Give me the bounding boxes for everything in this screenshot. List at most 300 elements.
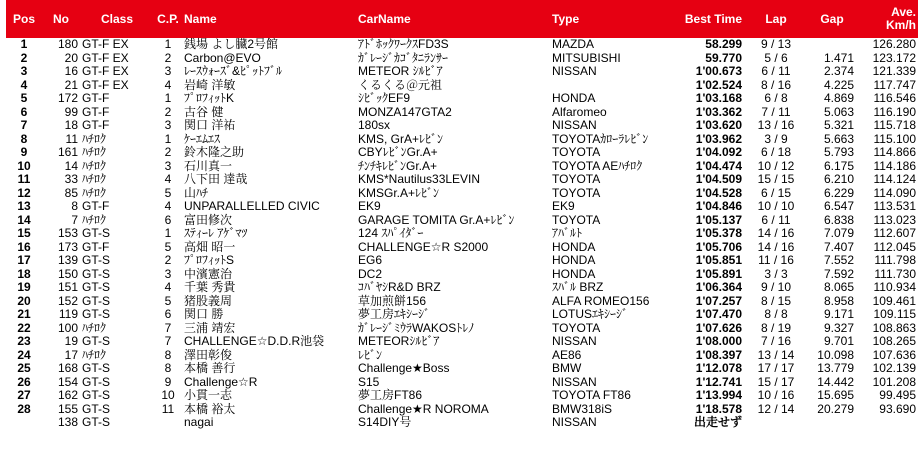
cell-best-time: 1'04.509 [695,172,742,187]
cell-class-position: 11 [161,401,175,416]
cell-class-position: 5 [164,185,172,200]
table-row [6,349,918,363]
cell-car-number: 138 [57,415,78,430]
cell-lap: 15 / 17 [757,374,795,389]
cell-lap: 17 / 17 [757,361,795,376]
cell-car-number: 14 [64,158,78,173]
cell-average-speed: 113.531 [873,199,916,214]
cell-class-position: 4 [164,199,172,214]
cell-average-speed: 114.090 [873,185,916,200]
table-row [6,187,918,201]
cell-lap: 14 / 16 [757,239,795,254]
cell-pos: 3 [20,64,28,79]
cell-lap: 6 / 11 [761,64,791,79]
cell-class-position: 2 [164,253,172,268]
cell-class: GT-S [82,401,111,416]
cell-car-name: MONZA147GTA2 [358,104,452,119]
header-lap: Lap [744,0,808,38]
cell-driver-name: 猪股義周 [184,293,233,308]
cell-car-name: ﾁﾝﾁｷﾚﾋﾞﾝGr.A+ [358,158,438,173]
cell-average-speed: 115.100 [873,131,916,146]
table-row [6,403,918,417]
cell-driver-name: 八下田 達哉 [184,172,248,187]
cell-car-name: KMS*Nautilus33LEVIN [358,172,481,187]
cell-car-name: CHALLENGE☆R S2000 [358,239,489,254]
cell-best-time: 1'08.397 [695,347,742,362]
table-row [6,200,918,214]
cell-class-position: 1 [164,226,172,241]
table-row [6,146,918,160]
cell-class-position: 5 [164,239,172,254]
cell-lap: 13 / 14 [757,347,795,362]
table-row [6,241,918,255]
cell-car-type: AE86 [552,347,582,362]
table-row [6,389,918,403]
cell-lap: 10 / 12 [757,158,795,173]
cell-pos: 10 [17,158,31,173]
cell-driver-name: Challenge☆R [184,374,258,389]
cell-class: ﾊﾁﾛｸ [82,212,107,227]
cell-lap: 15 / 15 [757,172,795,187]
cell-class: GT-F [82,199,110,214]
cell-class-position: 4 [164,172,172,187]
cell-class: GT-F [82,91,110,106]
header-type: Type [550,0,666,38]
cell-best-time: 59.770 [705,50,742,65]
cell-best-time: 1'13.994 [695,388,742,403]
cell-average-speed: 112.607 [873,226,916,241]
table-row [6,119,918,133]
cell-pos: 4 [20,77,28,92]
cell-car-type: TOYOTA [552,145,601,160]
cell-driver-name: 山ﾊﾁ [184,185,209,200]
cell-average-speed: 126.280 [872,37,916,52]
table-row [6,160,918,174]
cell-average-speed: 102.139 [872,361,916,376]
cell-class-position [154,416,182,430]
cell-average-speed: 116.546 [873,91,916,106]
cell-lap: 6 / 18 [760,145,792,160]
cell-gap: 5.063 [823,104,854,119]
cell-best-time: 58.299 [705,37,742,52]
cell-lap: 8 / 15 [760,293,792,308]
cell-best-time: 1'04.528 [695,185,742,200]
cell-pos: 17 [17,253,31,268]
cell-lap: 9 / 10 [760,280,792,295]
cell-best-time: 1'05.891 [695,266,742,281]
cell-driver-name: 千葉 秀貴 [184,280,236,295]
header-average-speed [856,0,918,38]
cell-car-type: NISSAN [552,118,597,133]
cell-class: ﾊﾁﾛｸ [82,158,107,173]
header-gap: Gap [808,0,856,38]
cell-driver-name: 古谷 健 [184,104,224,119]
cell-lap: 8 / 16 [760,77,792,92]
cell-class: GT-F EX [82,64,129,79]
cell-class: ﾊﾁﾛｸ [82,172,107,187]
cell-car-type: HONDA [552,253,596,268]
cell-class: GT-S [82,361,111,376]
cell-class: GT-S [82,293,111,308]
cell-best-time: 1'04.474 [695,158,742,173]
cell-gap: 7.592 [823,266,854,281]
cell-average-speed: 108.265 [872,334,916,349]
cell-class-position: 3 [164,158,172,173]
cell-class: GT-S [82,374,111,389]
cell-lap: 8 / 19 [760,320,792,335]
cell-class-position: 6 [164,307,172,322]
cell-driver-name: nagai [184,415,214,430]
cell-pos: 23 [17,334,31,349]
table-body [6,38,918,430]
header-name: Name [182,0,356,38]
cell-average-speed: 112.045 [873,239,916,254]
cell-driver-name: 本橋 善行 [184,361,236,376]
table-row [6,268,918,282]
cell-car-name: KMSGr.A+ﾚﾋﾞﾝ [358,185,440,200]
cell-car-type: NISSAN [552,334,597,349]
cell-driver-name: 中濱憲治 [184,266,233,281]
header-car-name: CarName [356,0,550,38]
cell-pos: 5 [20,91,28,106]
cell-driver-name: ﾌﾟﾛﾌｨｯﾄK [184,91,235,106]
cell-class-position: 10 [161,388,175,403]
cell-best-time: 1'05.378 [695,226,742,241]
cell-car-number: 155 [57,401,78,416]
header-cp: C.P. [154,0,182,38]
cell-car-type: LOTUSｴｷｼｰｼﾞ [552,307,629,322]
cell-class-position: 7 [164,334,172,349]
cell-lap: 3 / 3 [764,266,788,281]
cell-class-position: 3 [164,118,172,133]
cell-car-type: NISSAN [552,374,597,389]
cell-car-number: 100 [57,320,78,335]
cell-car-name: Challenge★Boss [358,361,450,376]
cell-class-position: 2 [164,145,172,160]
cell-best-time: 1'07.626 [695,320,742,335]
cell-class: ﾊﾁﾛｸ [82,320,107,335]
cell-class: GT-S [82,280,111,295]
cell-average-speed [856,416,918,430]
cell-lap: 14 / 16 [757,226,795,241]
cell-average-speed: 121.339 [872,64,916,79]
cell-pos: 24 [17,347,31,362]
cell-best-time: 1'05.851 [695,253,742,268]
cell-gap: 6.547 [823,199,854,214]
cell-car-type: BMW [552,361,582,376]
cell-car-name: DC2 [358,266,383,281]
cell-class-position: 7 [164,320,172,335]
cell-lap: 11 / 16 [758,253,794,268]
header-pos: Pos [6,0,42,38]
cell-gap: 5.793 [823,145,854,160]
cell-class-position: 3 [164,64,172,79]
cell-average-speed: 99.495 [879,388,916,403]
cell-car-number: 173 [57,239,78,254]
cell-driver-name: 石川真一 [184,158,233,173]
cell-driver-name: 小貫一志 [184,388,233,403]
cell-lap: 13 / 16 [757,118,795,133]
cell-class: ﾊﾁﾛｸ [82,145,107,160]
cell-car-name: 夢工房FT86 [358,388,423,403]
cell-lap: 12 / 14 [757,401,795,416]
header-row [6,0,918,38]
cell-best-time: 1'07.470 [695,307,742,322]
cell-driver-name: 関口 勝 [184,307,224,322]
cell-car-name: KMS, GrA+ﾚﾋﾞﾝ [358,131,444,146]
cell-class: GT-S [82,226,111,241]
cell-gap: 7.407 [823,239,854,254]
table-row [6,38,918,52]
cell-driver-name: 高畑 昭一 [184,239,236,254]
cell-car-name: EG6 [358,253,383,268]
table-row [6,133,918,147]
cell-driver-name: 関口 洋祐 [184,118,236,133]
cell-best-time: 1'00.673 [695,64,742,79]
cell-car-name: ﾚﾋﾞﾝ [358,347,383,362]
cell-pos: 6 [20,104,28,119]
cell-pos [6,416,42,430]
cell-car-number: 168 [57,361,78,376]
cell-car-name: 夢工房ｴｷｼｰｼﾞ [358,307,431,322]
cell-average-speed: 110.934 [873,280,916,295]
cell-gap: 7.079 [823,226,854,241]
cell-average-speed: 114.124 [873,172,916,187]
cell-car-number: 18 [64,118,78,133]
cell-class-position: 6 [164,212,172,227]
cell-gap: 15.695 [817,388,854,403]
cell-car-type: ｱﾊﾞﾙﾄ [552,226,583,241]
cell-gap: 7.552 [823,253,854,268]
cell-class: GT-S [82,266,111,281]
cell-pos: 18 [17,266,31,281]
table-row [6,416,918,430]
cell-car-type: TOYOTA AEﾊﾁﾛｸ [552,158,643,173]
cell-average-speed: 123.172 [872,50,916,65]
cell-driver-name: 鈴木隆之助 [184,145,245,160]
cell-car-type: BMW318iS [552,401,613,416]
cell-car-name: 124 ｽﾊﾟｲﾀﾞｰ [358,226,424,241]
cell-gap [808,38,856,52]
cell-car-number: 19 [64,334,78,349]
table-row [6,376,918,390]
cell-car-name: くるくる＠元祖 [358,77,443,92]
cell-class: GT-F EX [82,77,129,92]
cell-class-position: 2 [164,104,172,119]
cell-gap: 5.663 [823,131,854,146]
cell-gap: 10.098 [817,347,854,362]
cell-best-time: 1'08.000 [695,334,742,349]
cell-car-number: 8 [71,199,78,214]
cell-gap: 14.442 [817,374,854,389]
cell-car-type: NISSAN [552,415,597,430]
cell-gap: 20.279 [817,401,854,416]
cell-pos: 19 [17,280,31,295]
cell-gap: 13.779 [817,361,854,376]
table-row [6,254,918,268]
cell-pos: 9 [20,145,28,160]
cell-car-type: HONDA [552,266,596,281]
cell-car-name: ｶﾞﾚｰｼﾞﾐｳﾗWAKOSﾄﾚﾉ [358,320,475,335]
cell-car-name: ｺﾊﾞﾔｼR&D BRZ [358,280,441,295]
cell-average-speed: 93.690 [879,401,916,416]
table-row [6,335,918,349]
table-row [6,173,918,187]
cell-class: GT-F [82,118,110,133]
cell-car-number: 20 [64,50,78,65]
table-row [6,52,918,66]
cell-car-name: ｱﾄﾞﾎｯｸﾜｰｸｽFD3S [358,37,449,52]
cell-car-number: 172 [57,91,78,106]
cell-car-number: 151 [57,280,78,295]
cell-pos: 25 [17,361,31,376]
cell-class-position: 9 [164,374,172,389]
cell-gap: 5.321 [823,118,854,133]
cell-car-number: 162 [57,388,78,403]
cell-car-type: MITSUBISHI [552,50,621,65]
cell-class-position: 4 [164,77,172,92]
cell-car-number: 7 [71,212,78,227]
cell-car-number: 33 [64,172,78,187]
cell-average-speed: 111.730 [874,266,916,281]
table-row [6,295,918,309]
cell-average-speed: 113.023 [873,212,916,227]
cell-lap: 9 / 13 [760,37,792,52]
cell-car-number: 119 [58,307,78,322]
cell-car-type [550,79,666,93]
header-no: No [42,0,80,38]
cell-car-name: GARAGE TOMITA Gr.A+ﾚﾋﾞﾝ [358,212,515,227]
cell-driver-name: ﾚｰｽｳｫｰｽﾞ&ﾋﾟｯﾄﾌﾞﾙ [184,64,283,79]
cell-average-speed: 114.186 [873,158,916,173]
cell-pos: 12 [17,185,31,200]
cell-class: ﾊﾁﾛｸ [82,347,107,362]
table-row [6,106,918,120]
header-kmh-label: Km/h [886,18,916,32]
cell-pos: 22 [17,320,31,335]
cell-car-name: EK9 [358,199,381,214]
cell-class: GT-S [82,253,111,268]
cell-car-type: ｽﾊﾞﾙ BRZ [552,280,604,295]
cell-class: GT-F EX [82,37,129,52]
cell-driver-name: 銭場 よし臓2号館 [184,37,279,52]
cell-best-time: 1'06.364 [695,280,742,295]
cell-lap: 6 / 11 [761,212,791,227]
cell-class: ﾊﾁﾛｸ [82,131,107,146]
cell-best-time: 1'03.620 [695,118,742,133]
cell-car-type: HONDA [552,239,596,254]
cell-driver-name: CHALLENGE☆D.D.R池袋 [184,334,325,349]
cell-best-time: 1'05.137 [695,212,742,227]
cell-average-speed: 114.866 [873,145,916,160]
cell-class-position: 1 [164,37,172,52]
cell-car-name: 180sx [358,118,391,133]
cell-car-type: Alfaromeo [552,104,607,119]
cell-lap: 8 / 8 [764,307,788,322]
header-ave-label: Ave. [891,5,916,19]
cell-driver-name: Carbon@EVO [184,50,261,65]
table-row [6,308,918,322]
cell-lap [744,416,808,430]
table-row [6,281,918,295]
cell-car-name: CBYﾚﾋﾞﾝGr.A+ [358,145,438,160]
cell-gap: 6.175 [823,158,854,173]
cell-car-type: TOYOTA FT86 [552,388,631,403]
cell-gap: 2.374 [823,64,854,79]
cell-class-position: 1 [164,131,172,146]
cell-lap: 6 / 15 [760,185,792,200]
table-row [6,362,918,376]
cell-lap: 7 / 16 [760,334,792,349]
cell-car-type: TOYOTA [552,185,601,200]
cell-average-speed: 111.798 [874,253,916,268]
cell-gap: 8.065 [823,280,854,295]
cell-car-name: 草加煎餅156 [358,293,427,308]
cell-class-position: 3 [164,266,172,281]
cell-car-number: 139 [57,253,78,268]
cell-class: GT-F EX [82,50,129,65]
table-header [6,0,918,38]
cell-lap: 6 / 8 [764,91,788,106]
table-row [6,227,918,241]
cell-average-speed: 115.718 [873,118,916,133]
cell-class-position: 8 [164,361,172,376]
cell-class-position: 4 [164,280,172,295]
table-row [6,322,918,336]
table-row [6,79,918,93]
cell-car-number: 150 [57,266,78,281]
cell-class-position: 5 [164,293,172,308]
cell-best-time: 1'04.846 [695,199,742,214]
cell-pos: 21 [17,307,31,322]
cell-best-time: 1'05.706 [695,239,742,254]
cell-car-name: Challenge★R NOROMA [358,401,489,416]
cell-car-name: S14DIY号 [358,415,412,430]
cell-car-number: 154 [57,374,78,389]
cell-class: GT-F [82,104,110,119]
cell-car-number: 152 [57,293,78,308]
cell-average-speed: 109.115 [873,307,916,322]
cell-car-number: 161 [57,145,78,160]
cell-class: GT-S [82,334,111,349]
cell-gap: 1.471 [823,50,854,65]
cell-gap [808,416,856,430]
cell-class: GT-S [82,388,111,403]
cell-car-number: 180 [57,37,78,52]
cell-driver-name: 澤田彰俊 [184,347,233,362]
cell-class: GT-S [82,415,111,430]
cell-car-name: METEOR ｼﾙﾋﾞｱ [358,64,443,79]
table-row [6,92,918,106]
cell-best-time: 1'03.168 [695,91,742,106]
cell-car-number: 85 [64,185,78,200]
cell-car-number: 21 [64,77,78,92]
cell-pos: 2 [20,50,28,65]
cell-class-position: 8 [164,347,172,362]
cell-lap: 10 / 16 [757,388,795,403]
cell-best-time: 1'03.362 [695,104,742,119]
cell-class-position: 2 [164,50,172,65]
cell-car-name: ｼﾋﾞｯｸEF9 [358,91,411,106]
cell-best-time: 1'04.092 [695,145,742,160]
cell-average-speed: 108.863 [872,320,916,335]
cell-pos: 16 [17,239,31,254]
header-class: Class [80,0,154,38]
cell-car-name: ｶﾞﾚｰｼﾞｶｺﾞﾀﾆﾗﾝｻｰ [358,50,449,65]
cell-pos: 27 [17,388,31,403]
table-row [6,65,918,79]
cell-average-speed: 109.461 [872,293,916,308]
